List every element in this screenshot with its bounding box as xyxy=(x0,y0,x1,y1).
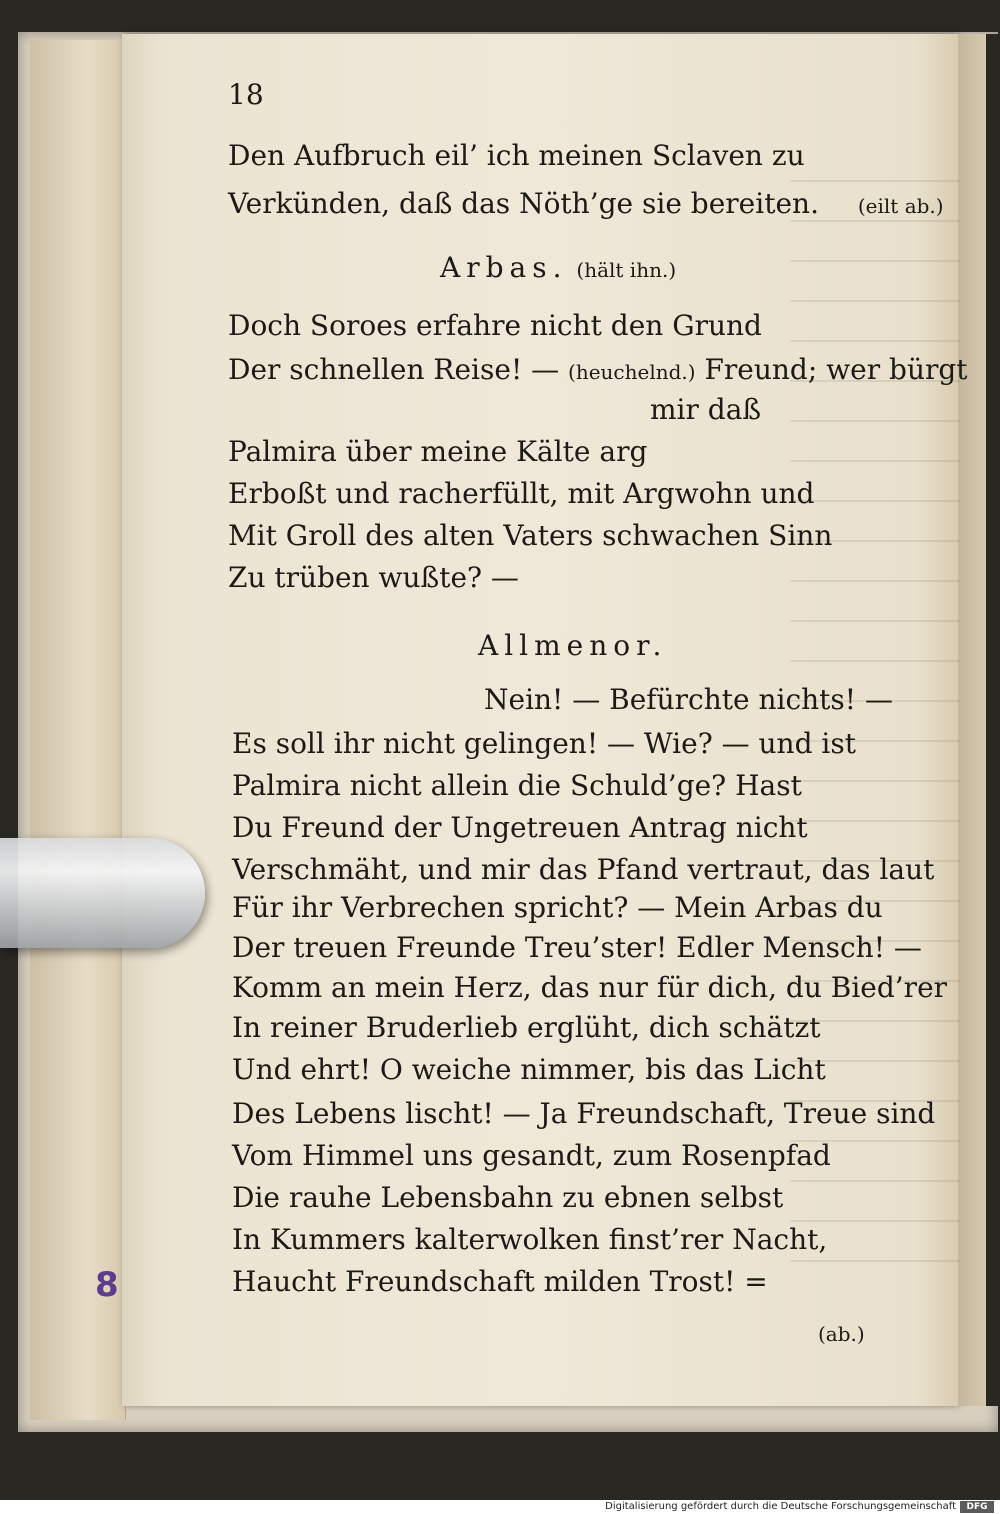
footer-bar xyxy=(0,1500,1000,1514)
verse-line: In Kummers kalterwolken finst’rer Nacht, xyxy=(232,1223,828,1256)
verse-line: Es soll ihr nicht gelingen! — Wie? — und ist xyxy=(232,727,856,760)
verse-line: Des Lebens lischt! — Ja Freundschaft, Treue sind xyxy=(232,1097,936,1130)
library-stamp: 8 xyxy=(95,1265,119,1305)
page-holder-clip xyxy=(0,838,205,948)
stage-direction: (heuchelnd.) xyxy=(568,360,696,384)
verse-line: Palmira über meine Kälte arg xyxy=(228,435,648,468)
page-number: 18 xyxy=(228,78,264,111)
verse-line: Palmira nicht allein die Schuld’ge? Hast xyxy=(232,769,802,802)
verse-line: In reiner Bruderlieb erglüht, dich schätzt xyxy=(232,1011,821,1044)
verse-line: Du Freund der Ungetreuen Antrag nicht xyxy=(232,811,808,844)
dfg-logo: DFG xyxy=(960,1501,994,1513)
verse-line: Der schnellen Reise! — (heuchelnd.) Freund; wer bürgt xyxy=(228,353,968,386)
verse-line: Verschmäht, und mir das Pfand vertraut, das laut xyxy=(232,853,935,886)
verse-line: Doch Soroes erfahre nicht den Grund xyxy=(228,309,762,342)
verse-line: Erboßt und racherfüllt, mit Argwohn und xyxy=(228,477,815,510)
verse-line: Verkünden, daß das Nöth’ge sie bereiten. (eilt ab.) xyxy=(228,187,944,220)
verse-line: mir daß xyxy=(650,393,762,426)
verse-line: Komm an mein Herz, das nur für dich, du Bied’rer xyxy=(232,971,948,1004)
verse-line: Der treuen Freunde Treu’ster! Edler Mensch! — xyxy=(232,931,922,964)
speaker-heading xyxy=(440,250,676,288)
verse-line: Für ihr Verbrechen spricht? — Mein Arbas du xyxy=(232,891,883,924)
verse-line: Mit Groll des alten Vaters schwachen Sinn xyxy=(228,519,833,552)
speaker-name: Arbas. xyxy=(440,251,568,284)
verse-line: Nein! — Befürchte nichts! — xyxy=(484,683,893,716)
verse-line: Zu trüben wußte? — xyxy=(228,561,519,594)
verse-line: Den Aufbruch eil’ ich meinen Sclaven zu xyxy=(228,139,805,172)
funding-credit: Digitalisierung gefördert durch die Deutsche Forschungsgemeinschaft xyxy=(605,1501,956,1512)
speaker-name: Allmenor. xyxy=(478,629,668,662)
stage-direction: (hält ihn.) xyxy=(576,258,677,282)
verse-line: Und ehrt! O weiche nimmer, bis das Licht xyxy=(232,1053,826,1086)
verse-line: Vom Himmel uns gesandt, zum Rosenpfad xyxy=(232,1139,831,1172)
stage-direction: (ab.) xyxy=(818,1322,865,1346)
verse-line: Haucht Freundschaft milden Trost! = xyxy=(232,1265,768,1298)
verse-line: Die rauhe Lebensbahn zu ebnen selbst xyxy=(232,1181,784,1214)
stage-direction: (eilt ab.) xyxy=(857,194,944,218)
